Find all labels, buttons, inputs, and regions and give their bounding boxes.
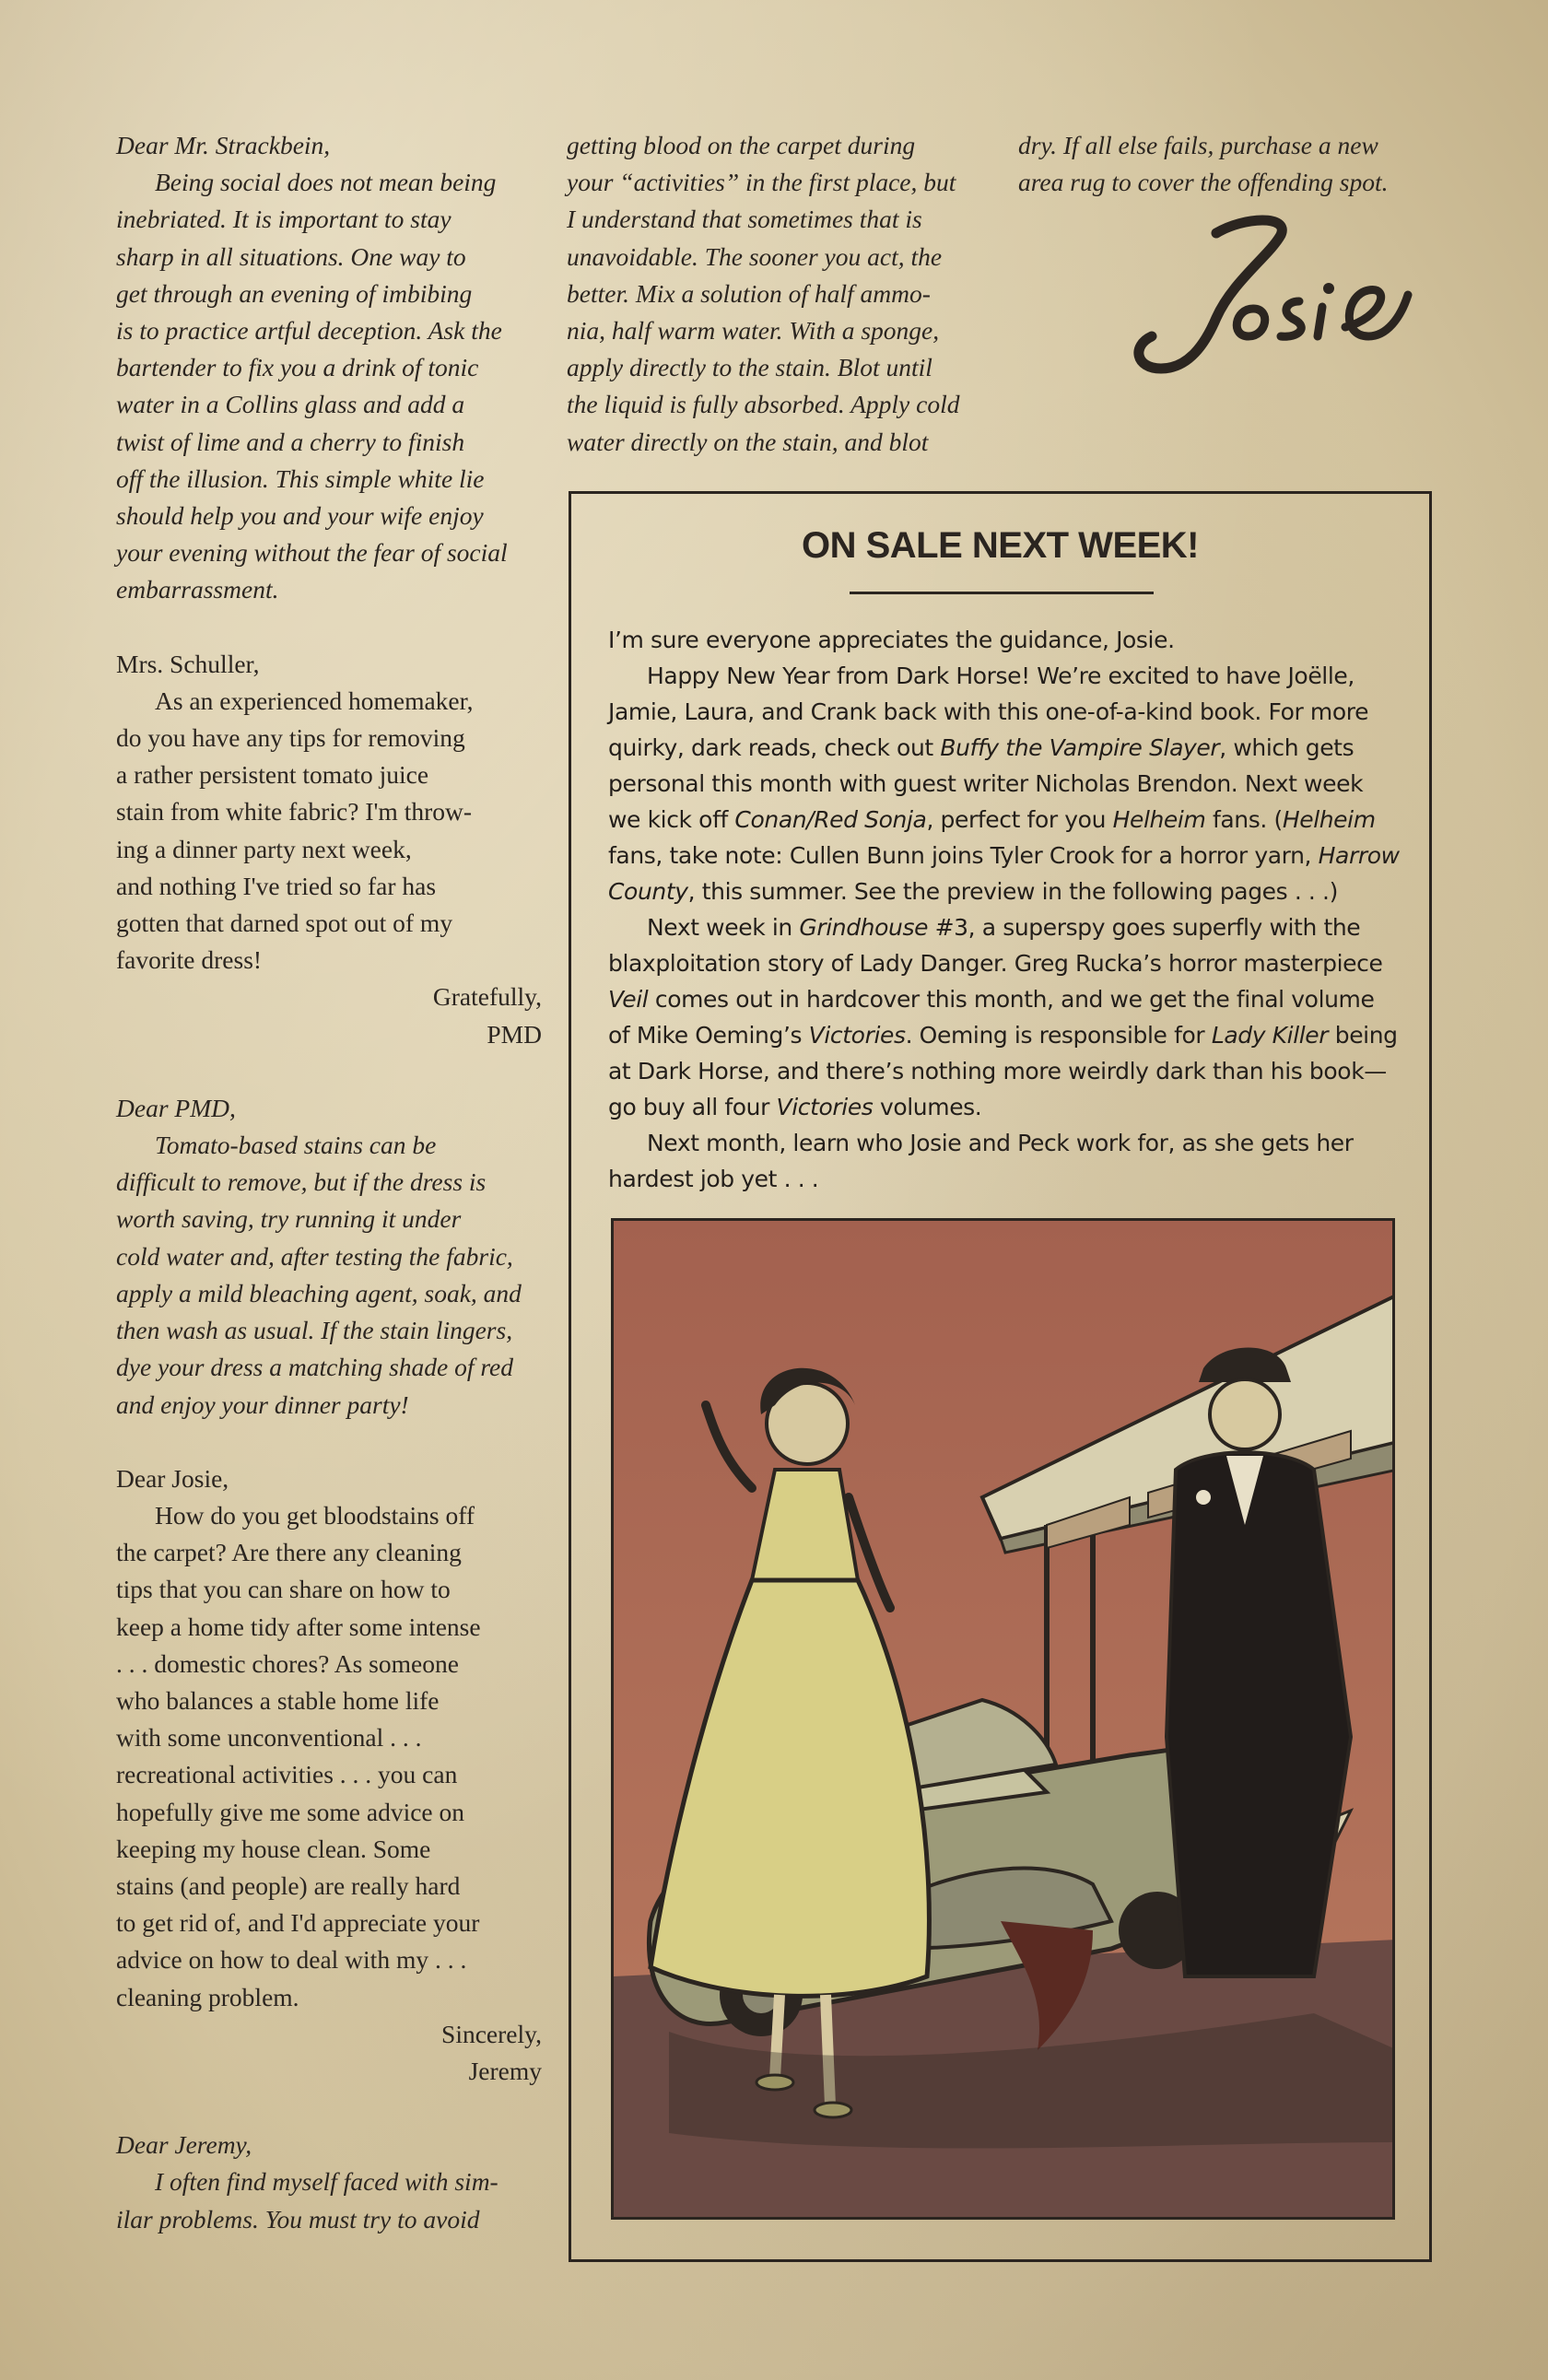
text-line: worth saving, try running it under [116,1204,462,1234]
salutation: Dear PMD, [116,1093,236,1122]
title-conan-red-sonja: Conan/Red Sonja [734,806,927,833]
text-run: , perfect for you [926,806,1113,833]
text-line: water directly on the stain, and blot [567,427,929,456]
salutation: Dear Jeremy, [116,2130,252,2160]
text-line: As an experienced homemaker, [155,686,474,715]
text-line: embarrassment. [116,575,279,604]
title-helheim: Helheim [1112,806,1206,833]
title-harrow-county: Harrow County [608,842,1400,905]
letter-body [116,2163,542,2237]
text-line: dye your dress a matching shade of red [116,1353,514,1382]
text-line: Being social does not mean being [155,168,497,197]
text-run: , this summer. See the preview in the following pages . . .) [687,878,1338,905]
text-run: , which gets personal this month with guest writer Nicholas Brendon. Next week we kick off [608,734,1364,833]
text-line: inebriated. It is important to stay [116,205,452,234]
text-line: tips that you can share on how to [116,1575,451,1604]
text-line: recreational activities . . . you can [116,1760,458,1789]
text-line: do you have any tips for removing [116,723,465,753]
text-line: then wash as usual. If the stain lingers, [116,1316,513,1345]
text-line: with some unconventional . . . [116,1723,422,1753]
closing: Gratefully, [432,982,542,1012]
text-run: Next week in [647,914,800,941]
text-line: area rug to cover the offending spot. [1018,168,1389,197]
text-line: twist of lime and a cherry to finish [116,427,465,456]
text-run: fans, take note: Cullen Bunn joins Tyler Crook for a horror yarn, [608,842,1319,869]
letter-body [116,164,542,608]
text-run: fans. ( [1205,806,1283,833]
sale-paragraph-4: Next month, learn who Josie and Peck work for, as she gets her hardest job yet . . . [608,1130,1354,1192]
text-line: hopefully give me some advice on [116,1797,465,1826]
text-line: favorite dress! [116,945,263,975]
text-line: is to practice artful deception. Ask the [116,316,502,346]
text-line: and nothing I've tried so far has [116,871,437,900]
letter-jeremy [116,1460,542,2090]
title-lady-killer: Lady Killer [1211,1022,1329,1049]
text-line: I understand that sometimes that is [567,205,922,234]
text-line: a rather persistent tomato juice [116,760,429,790]
sale-body [608,622,1401,1197]
text-line: keep a home tidy after some intense [116,1612,481,1641]
sale-paragraph-3 [608,909,1401,1125]
text-line: unavoidable. The sooner you act, the [567,241,943,271]
text-run: #3, a superspy goes superfly with the blaxploitation story of Lady Danger. Greg Rucka’s horror masterpiece [608,914,1383,977]
sale-title: ON SALE NEXT WEEK! [801,525,1200,566]
sale-paragraph-2 [608,658,1401,909]
title-grindhouse: Grindhouse [799,914,929,941]
text-line: How do you get bloodstains off [155,1500,475,1530]
letters-column-1 [116,127,542,2275]
text-line: should help you and your wife enjoy [116,501,484,531]
letter-body [116,683,542,979]
text-line: your “activities” in the first place, but [567,168,956,197]
text-line: difficult to remove, but if the dress is [116,1167,487,1197]
closing: Sincerely, [441,2019,542,2048]
text-line: to get rid of, and I'd appreciate your [116,1908,480,1938]
text-line: cleaning problem. [116,1982,299,2011]
text-line: advice on how to deal with my . . . [116,1945,467,1975]
signature-name: Jeremy [468,2056,542,2085]
text-line: getting blood on the carpet during [567,131,916,159]
letters-column-3 [1018,127,1424,201]
text-run: being at Dark Horse, and there’s nothing more weirdly dark than his book—go buy all four [608,1022,1398,1120]
title-helheim: Helheim [1282,806,1376,833]
letter-reply-jeremy [116,2127,542,2238]
text-line: your evening without the fear of social [116,538,508,568]
text-line: stain from white fabric? I'm throw- [116,797,473,827]
letter-reply-pmd [116,1090,542,1424]
on-sale-box [569,491,1432,2262]
text-line: the carpet? Are there any cleaning [116,1538,462,1567]
text-line: ing a dinner party next week, [116,834,412,863]
letters-column-2 [567,127,972,461]
text-line: apply a mild bleaching agent, soak, and [116,1278,522,1307]
text-line: and enjoy your dinner party! [116,1389,409,1419]
text-line: the liquid is fully absorbed. Apply cold [567,390,960,419]
title-victories: Victories [808,1022,906,1049]
title-victories: Victories [776,1094,874,1120]
text-run: . Oeming is responsible for [905,1022,1212,1049]
text-line: Tomato-based stains can be [155,1131,437,1160]
salutation: Dear Mr. Strackbein, [116,131,331,159]
text-line: . . . domestic chores? As someone [116,1648,459,1678]
text-line: dry. If all else fails, purchase a new [1018,131,1378,159]
text-line: who balances a stable home life [116,1685,440,1715]
text-line: ilar problems. You must try to avoid [116,2204,480,2233]
text-run: volumes. [873,1094,982,1120]
signature-name: PMD [487,1019,542,1049]
josie-signature [1115,198,1419,392]
text-line: bartender to fix you a drink of tonic [116,353,479,382]
text-line: water in a Collins glass and add a [116,390,465,419]
title-buffy: Buffy the Vampire Slayer [940,734,1220,761]
title-veil: Veil [608,986,649,1013]
text-line: stains (and people) are really hard [116,1870,461,1900]
text-line: I often find myself faced with sim- [155,2167,498,2197]
salutation: Dear Josie, [116,1463,229,1493]
text-line: off the illusion. This simple white lie [116,463,485,493]
letter-pmd [116,646,542,1053]
letter-body [116,1127,542,1424]
text-line: apply directly to the stain. Blot until [567,353,932,382]
text-run: Happy New Year from Dark Horse! We’re excited to have Joëlle, Jamie, Laura, and Crank back with this one-of-a-kind book. For more quirky, dark reads, check out [608,662,1369,761]
salutation: Mrs. Schuller, [116,649,260,678]
preview-artwork [611,1218,1395,2220]
text-line: sharp in all situations. One way to [116,241,466,271]
text-line: get through an evening of imbibing [116,278,473,308]
title-rule [850,592,1154,594]
text-run: comes out in hardcover this month, and we get the final volume of Mike Oeming’s [608,986,1375,1049]
text-line: better. Mix a solution of half ammo- [567,278,931,308]
letter-reply-strackbein [116,127,542,609]
text-line: cold water and, after testing the fabric, [116,1241,513,1271]
sale-paragraph-1: I’m sure everyone appreciates the guidance, Josie. [608,627,1175,653]
text-line: keeping my house clean. Some [116,1834,431,1863]
text-line: nia, half warm water. With a sponge, [567,316,940,346]
letter-body [116,1497,542,2016]
text-line: gotten that darned spot out of my [116,909,453,938]
